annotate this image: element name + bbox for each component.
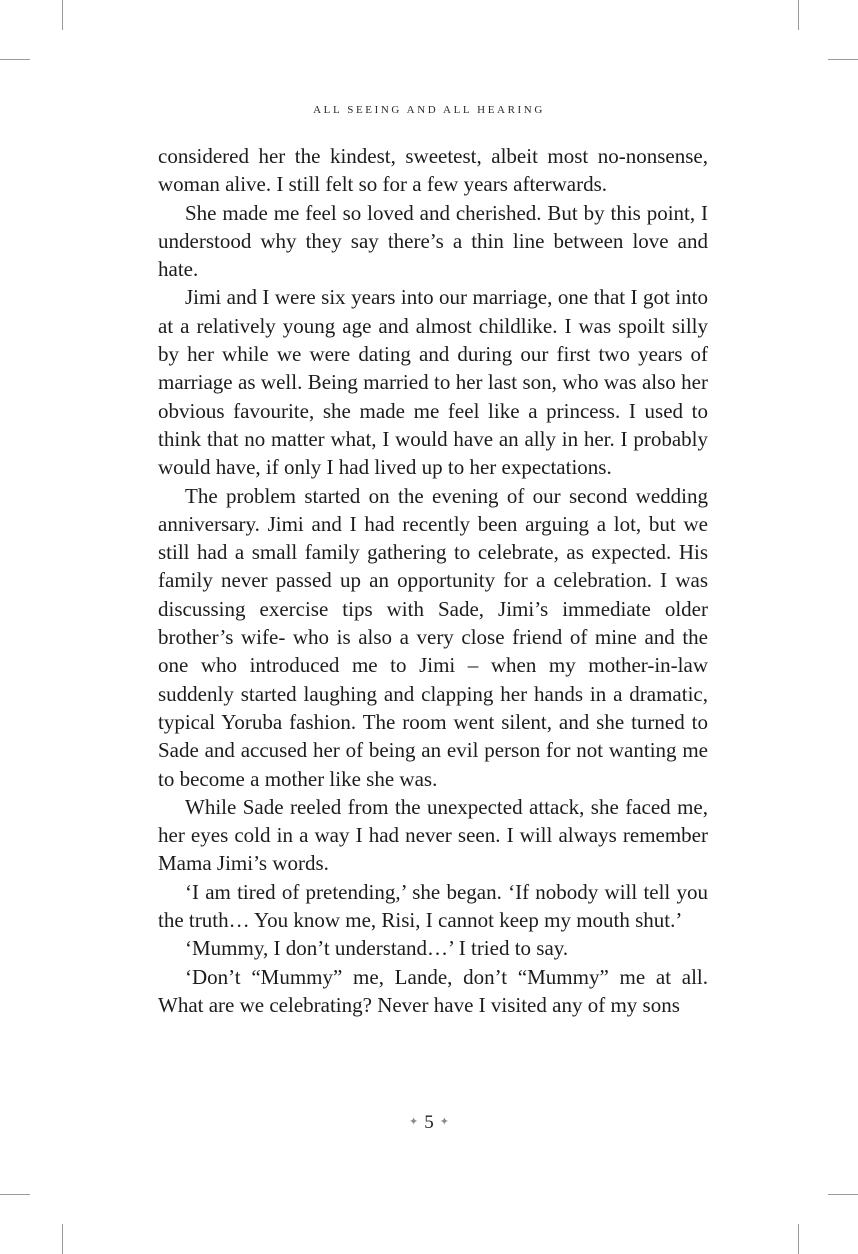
crop-mark-right-bottom: [828, 1194, 858, 1195]
paragraph: She made me feel so loved and cherished. But by this point, I understood why they say there’s a thin line between love and hate.: [158, 200, 708, 282]
running-head: ALL SEEING AND ALL HEARING: [313, 104, 545, 116]
paragraph: ‘Mummy, I don’t understand…’ I tried to say.: [185, 936, 569, 961]
crop-mark-top-left: [62, 0, 63, 30]
crop-mark-top-right: [798, 0, 799, 30]
body-text: [158, 142, 708, 1019]
crop-mark-bottom-right: [798, 1224, 799, 1254]
crop-mark-right-top: [828, 59, 858, 60]
paragraph: considered her the kindest, sweetest, albeit most no-nonsense, woman alive. I still felt so for a few years afterwards.: [158, 144, 708, 197]
ornament-right-icon: ✦: [439, 1116, 449, 1128]
crop-mark-bottom-left: [62, 1224, 63, 1254]
paragraph: While Sade reeled from the unexpected attack, she faced me, her eyes cold in a way I had never seen. I will always remember Mama Jimi’s words.: [158, 794, 708, 876]
crop-mark-left-bottom: [0, 1194, 30, 1195]
paragraph: The problem started on the evening of our second wedding anniversary. Jimi and I had recently been arguing a lot, but we still had a small family gathering to celebrate, as expected. His family never passed up an opportunity for a celebration. I was discussing exercise tips with Sade, Jimi’s immediate older brother’s wife- who is also a very close friend of mine and the one who introduced me to Jimi – when my mother-in-law suddenly started laughing and clapping her hands in a dramatic, typical Yoruba fashion. The room went silent, and she turned to Sade and accused her of being an evil person for not wanting me to become a mother like she was.: [158, 483, 708, 791]
paragraph: ‘Don’t “Mummy” me, Lande, don’t “Mummy” me at all. What are we celebrating? Never have I visited any of my sons: [158, 964, 708, 1017]
ornament-left-icon: ✦: [409, 1116, 419, 1128]
crop-mark-left-top: [0, 59, 30, 60]
page-number-footer: [0, 1112, 858, 1134]
page-number: 5: [424, 1112, 434, 1133]
paragraph: Jimi and I were six years into our marriage, one that I got into at a relatively young age and almost childlike. I was spoilt silly by her while we were dating and during our first two years of marriage as well. Being married to her last son, who was also her obvious favourite, she made me feel like a princess. I used to think that no matter what, I would have an ally in her. I probably would have, if only I had lived up to her expectations.: [158, 285, 708, 480]
paragraph: ‘I am tired of pretending,’ she began. ‘If nobody will tell you the truth… You know me, Risi, I cannot keep my mouth shut.’: [158, 879, 708, 933]
